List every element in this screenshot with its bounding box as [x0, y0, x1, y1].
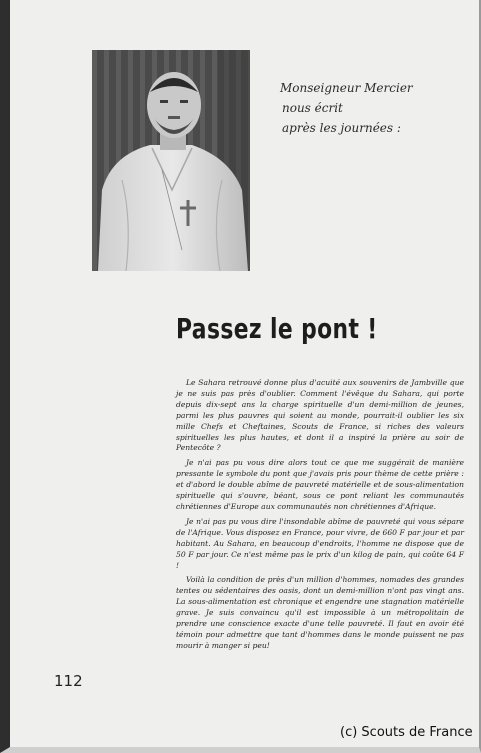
caption-line: Monseigneur Mercier — [280, 81, 413, 95]
portrait-photo — [92, 50, 250, 271]
caption-line: nous écrit — [282, 101, 343, 115]
article-title: Passez le pont ! — [176, 312, 378, 345]
copyright-watermark: (c) Scouts de France — [340, 725, 473, 740]
article-body — [176, 378, 464, 656]
page-number: 112 — [54, 672, 83, 690]
body-paragraph: Voilà la condition de près d'un million d'hommes, nomades des grandes tentes ou sédentaires des oasis, dont un demi-million n'ont pas vingt ans. La sous-alimentation est chronique et engendre une stagnation matérielle grave. Je suis convaincu qu'il est impossible à un métropolitain de prendre une conscience exacte d'une telle pauvreté. Il faut en avoir été témoin pour admettre que tant d'hommes dans le monde puissent ne pas mourir à manger si peu! — [176, 575, 464, 650]
photo-caption — [280, 78, 460, 138]
caption-line: après les journées : — [282, 121, 401, 135]
body-paragraph: Je n'ai pas pu vous dire alors tout ce que me suggérait de manière pressante le symbole du pont que j'avais pris pour thème de cette prière : et d'abord le double abîme de pauvreté matérielle et de sous-alimentation spirituelle qui s'ouvre, béant, sous ce pont reliant les communautés chrétiennes d'Europe aux communautés non chrétiennes d'Afrique. — [176, 458, 464, 511]
portrait-photo-graphic — [92, 50, 250, 271]
body-paragraph: Le Sahara retrouvé donne plus d'acuité aux souvenirs de Jambville que je ne suis pas près d'oublier. Comment l'évêque du Sahara, qui porte depuis dix-sept ans la charge spirituelle d'un demi-million de jeunes, parmi les plus pauvres qui soient au monde, pourrait-il oublier les six mille Chefs et Cheftaines, Scouts de France, si riches des valeurs spirituelles les plus hautes, et dont il a inspiré la prière au soir de Pentecôte ? — [176, 378, 464, 453]
body-paragraph: Je n'ai pas pu vous dire l'insondable abîme de pauvreté qui vous sépare de l'Afrique. Vous disposez en France, pour vivre, de 660 F par jour et par habitant. Au Sahara, en beaucoup d'endroits, l'homme ne dispose que de 50 F par jour. Ce n'est même pas le prix d'un kilog de pain, qui coûte 64 F ! — [176, 516, 464, 570]
